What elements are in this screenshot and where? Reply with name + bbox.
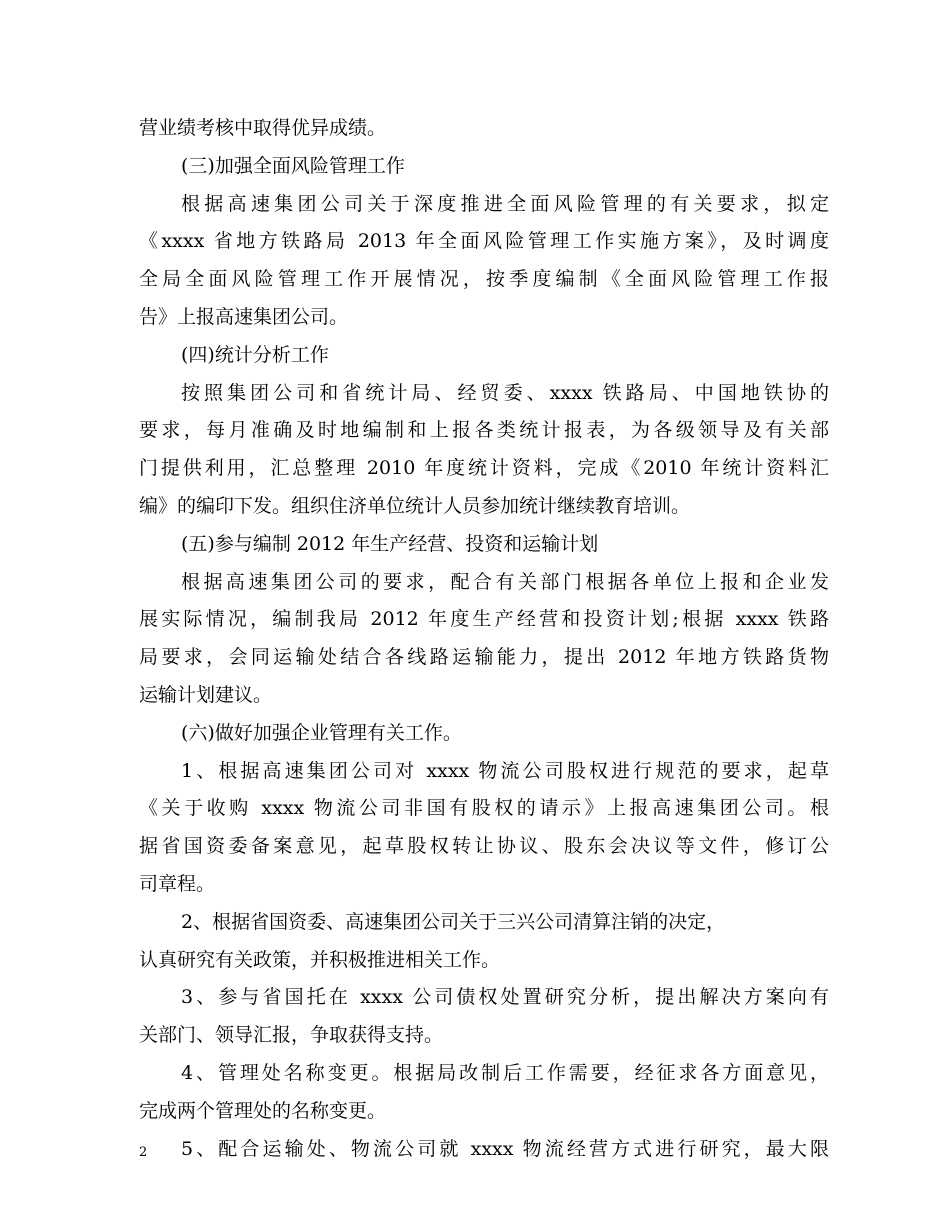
text-line: 司章程。 bbox=[139, 872, 216, 895]
text-line: 4、管理处名称变更。根据局改制后工作需要，经征求各方面意见， bbox=[181, 1061, 829, 1084]
text-line: 认真研究有关政策，并积极推进相关工作。 bbox=[139, 948, 501, 971]
document-body bbox=[139, 110, 829, 1168]
text-line: 要求，每月准确及时地编制和上报各类统计报表，为各级领导及有关部 bbox=[139, 419, 829, 442]
text-line: 1、根据高速集团公司对 xxxx 物流公司股权进行规范的要求，起草 bbox=[181, 759, 829, 782]
text-line: 2、根据省国资委、高速集团公司关于三兴公司清算注销的决定， bbox=[181, 910, 726, 933]
text-line: 5、配合运输处、物流公司就 xxxx 物流经营方式进行研究，最大限 bbox=[181, 1137, 829, 1160]
text-line: 据省国资委备案意见，起草股权转让协议、股东会决议等文件，修订公 bbox=[139, 835, 829, 858]
text-line: (三)加强全面风险管理工作 bbox=[181, 154, 405, 177]
text-line: 展实际情况，编制我局 2012 年度生产经营和投资计划;根据 xxxx 铁路 bbox=[139, 608, 829, 631]
text-line: (四)统计分析工作 bbox=[181, 343, 329, 366]
text-line: (五)参与编制 2012 年生产经营、投资和运输计划 bbox=[181, 532, 599, 555]
text-line: 局要求，会同运输处结合各线路运输能力，提出 2012 年地方铁路货物 bbox=[139, 646, 829, 669]
text-line: 《xxxx 省地方铁路局 2013 年全面风险管理工作实施方案》，及时调度 bbox=[139, 230, 829, 253]
text-line: 根据高速集团公司关于深度推进全面风险管理的有关要求，拟定 bbox=[181, 192, 829, 215]
text-line: 根据高速集团公司的要求，配合有关部门根据各单位上报和企业发 bbox=[181, 570, 829, 593]
text-line: 门提供利用，汇总整理 2010 年度统计资料，完成《2010 年统计资料汇 bbox=[139, 457, 829, 480]
text-line: 按照集团公司和省统计局、经贸委、xxxx 铁路局、中国地铁协的 bbox=[181, 381, 829, 404]
text-line: 告》上报高速集团公司。 bbox=[139, 305, 349, 328]
text-line: 编》的编印下发。组织住济单位统计人员参加统计继续教育培训。 bbox=[139, 494, 691, 517]
text-line: 关部门、领导汇报，争取获得支持。 bbox=[139, 1024, 444, 1047]
text-line: 《关于收购 xxxx 物流公司非国有股权的请示》上报高速集团公司。根 bbox=[139, 797, 829, 820]
text-line: 3、参与省国托在 xxxx 公司债权处置研究分析，提出解决方案向有 bbox=[181, 986, 829, 1009]
text-line: 营业绩考核中取得优异成绩。 bbox=[139, 117, 387, 139]
text-line: 全局全面风险管理工作开展情况，按季度编制《全面风险管理工作报 bbox=[139, 268, 829, 291]
text-line: 完成两个管理处的名称变更。 bbox=[139, 1099, 387, 1122]
text-line: (六)做好加强企业管理有关工作。 bbox=[181, 721, 462, 744]
page-number: 2 bbox=[139, 1145, 148, 1160]
text-line: 运输计划建议。 bbox=[139, 683, 273, 706]
